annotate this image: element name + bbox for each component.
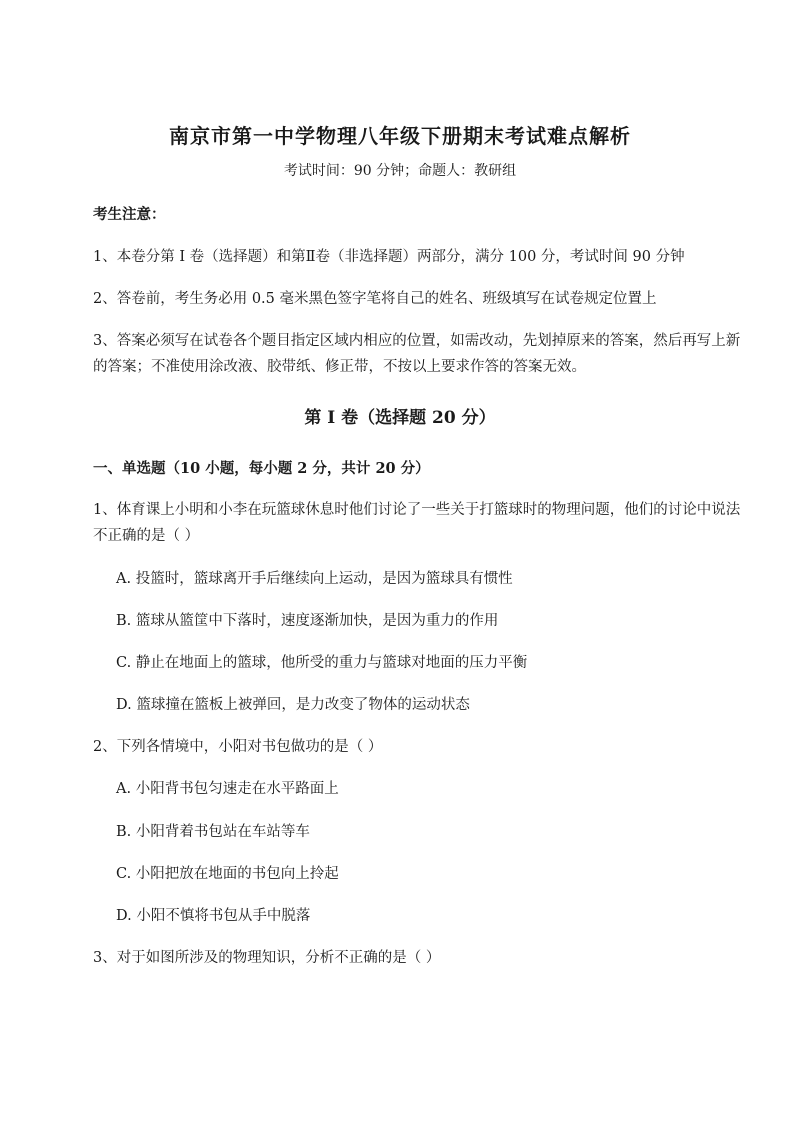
option-d: D. 小阳不慎将书包从手中脱落 <box>116 908 311 924</box>
notice-item: 2、答卷前，考生务必用 0.5 毫米黑色签字笔将自己的姓名、班级填写在试卷规定位置上 <box>93 291 657 307</box>
option-a: A. 小阳背书包匀速走在水平路面上 <box>116 781 339 797</box>
question-stem: 不正确的是（ ） <box>93 528 200 544</box>
option-c: C. 静止在地面上的篮球，他所受的重力与篮球对地面的压力平衡 <box>116 655 528 671</box>
question-stem: 2、下列各情境中，小阳对书包做功的是（ ） <box>93 739 383 755</box>
notice-item: 的答案；不准使用涂改液、胶带纸、修正带，不按以上要求作答的答案无效。 <box>93 359 586 375</box>
part-heading: 一、单选题（10 小题，每小题 2 分，共计 20 分） <box>93 460 430 477</box>
notice-item: 3、答案必须写在试卷各个题目指定区域内相应的位置，如需改动，先划掉原来的答案，然后再写上新 <box>93 333 741 349</box>
notice-heading: 考生注意： <box>93 206 166 223</box>
page-title: 南京市第一中学物理八年级下册期末考试难点解析 <box>169 124 631 148</box>
option-d: D. 篮球撞在篮板上被弹回，是力改变了物体的运动状态 <box>116 697 470 713</box>
option-c: C. 小阳把放在地面的书包向上拎起 <box>116 866 339 882</box>
exam-info: 考试时间：90 分钟；命题人：教研组 <box>283 163 517 179</box>
option-b: B. 小阳背着书包站在车站等车 <box>116 824 310 840</box>
question-stem: 1、体育课上小明和小李在玩篮球休息时他们讨论了一些关于打篮球时的物理问题，他们的讨论中说法 <box>93 502 741 518</box>
notice-item: 1、本卷分第 I 卷（选择题）和第Ⅱ卷（非选择题）两部分，满分 100 分，考试时间 90 分钟 <box>93 249 685 265</box>
option-a: A. 投篮时，篮球离开手后继续向上运动，是因为篮球具有惯性 <box>116 571 513 587</box>
section-title: 第 I 卷（选择题 20 分） <box>304 408 496 428</box>
question-stem: 3、对于如图所涉及的物理知识，分析不正确的是（ ） <box>93 950 441 966</box>
option-b: B. 篮球从篮筐中下落时，速度逐渐加快，是因为重力的作用 <box>116 613 499 629</box>
